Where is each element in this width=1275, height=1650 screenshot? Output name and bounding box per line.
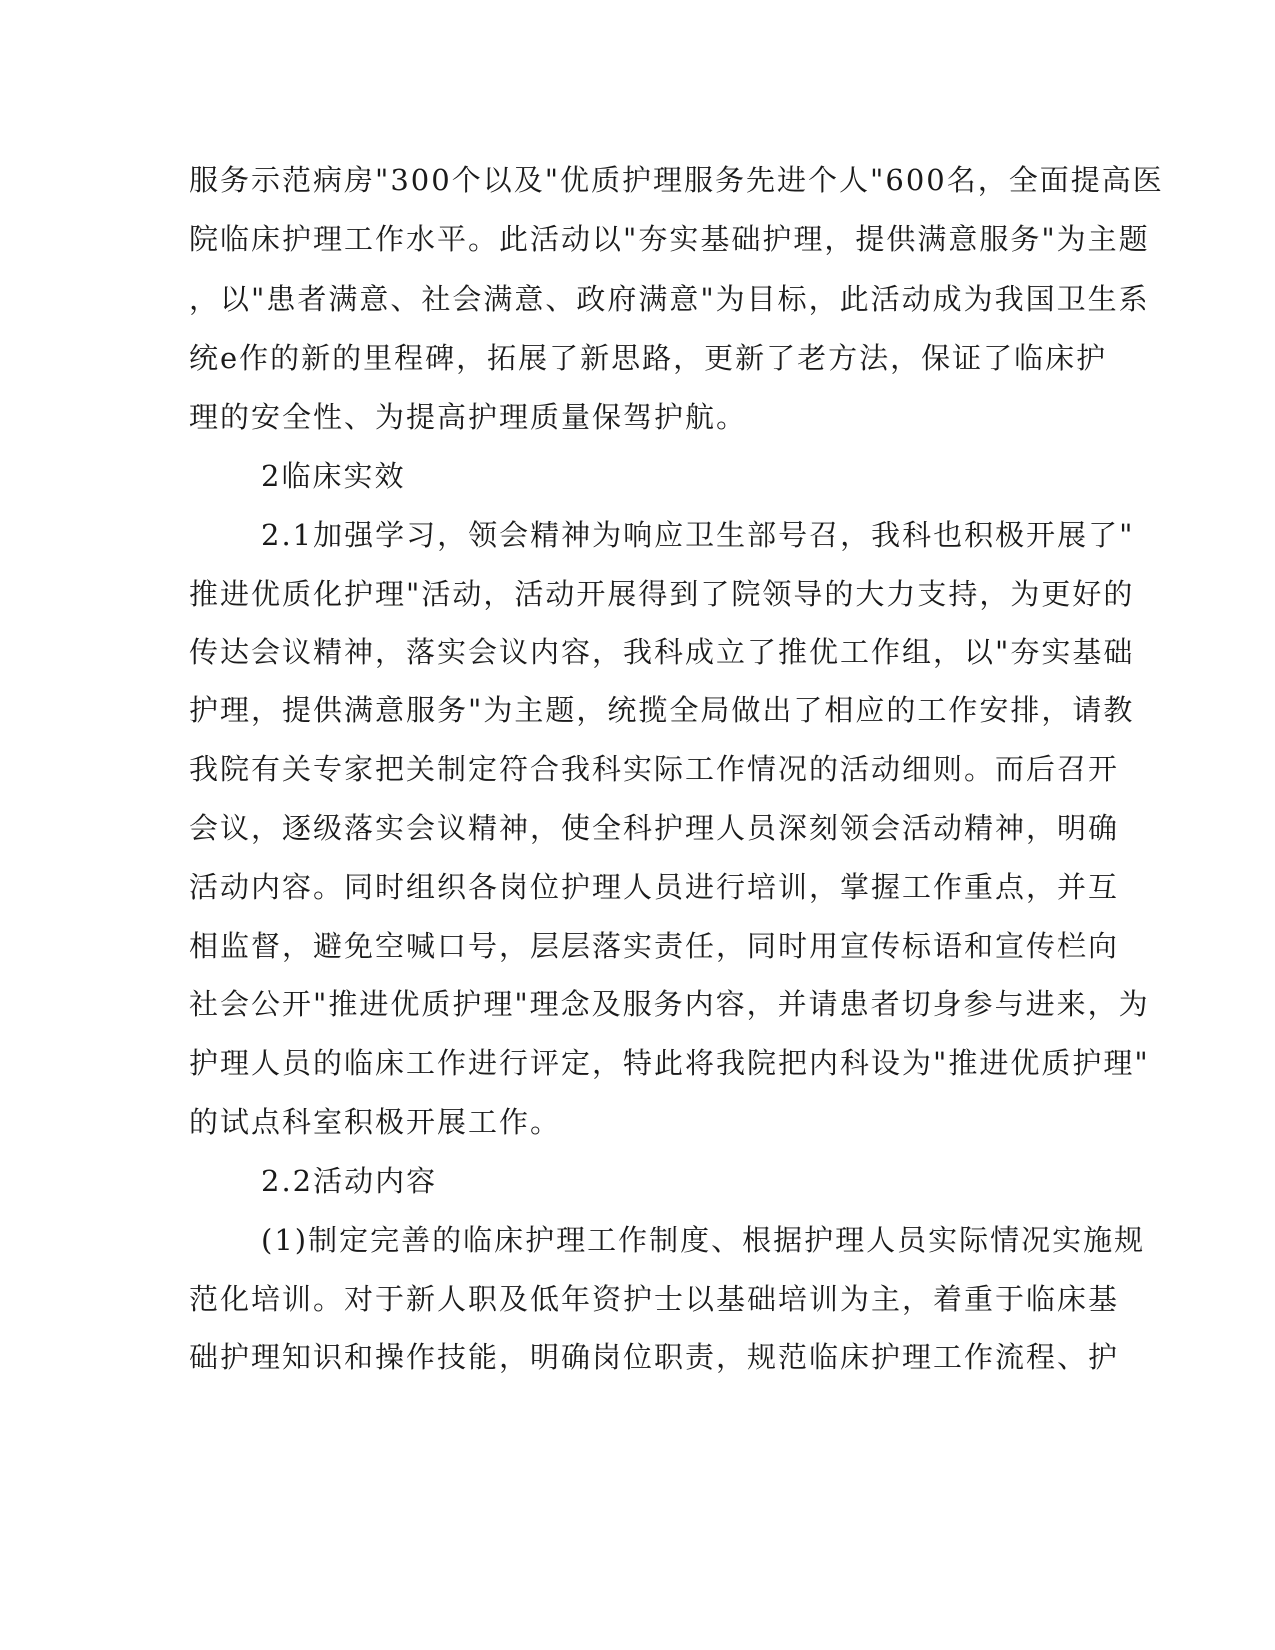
text-line: 会议，逐级落实会议精神，使全科护理人员深刻领会活动精神，明确: [189, 811, 1120, 845]
text-line: 理的安全性、为提高护理质量保驾护航。: [189, 400, 748, 434]
text-line: 统e作的新的里程碑，拓展了新思路，更新了老方法，保证了临床护: [189, 341, 1108, 375]
section-heading: 2.2活动内容: [261, 1164, 438, 1198]
text-line: (1)制定完善的临床护理工作制度、根据护理人员实际情况实施规: [261, 1223, 1146, 1257]
text-line: 范化培训。对于新人职及低年资护士以基础培训为主，着重于临床基: [189, 1282, 1120, 1316]
text-line: 我院有关专家把关制定符合我科实际工作情况的活动细则。而后召开: [189, 752, 1120, 786]
text-line: 护理，提供满意服务"为主题，统揽全局做出了相应的工作安排，请教: [189, 693, 1135, 727]
text-line: 护理人员的临床工作进行评定，特此将我院把内科设为"推进优质护理": [189, 1046, 1150, 1080]
text-line: 推进优质化护理"活动，活动开展得到了院领导的大力支持，为更好的: [189, 577, 1135, 611]
text-line: 院临床护理工作水平。此活动以"夯实基础护理，提供满意服务"为主题: [189, 222, 1150, 256]
text-line: 活动内容。同时组织各岗位护理人员进行培训，掌握工作重点，并互: [189, 870, 1120, 904]
text-line: 础护理知识和操作技能，明确岗位职责，规范临床护理工作流程、护: [189, 1340, 1120, 1374]
section-heading: 2临床实效: [261, 459, 406, 493]
text-line: 的试点科室积极开展工作。: [189, 1105, 562, 1139]
text-line: 2.1加强学习，领会精神为响应卫生部号召，我科也积极开展了": [261, 518, 1135, 552]
text-line: 社会公开"推进优质护理"理念及服务内容，并请患者切身参与进来，为: [189, 987, 1150, 1021]
text-line: 相监督，避免空喊口号，层层落实责任，同时用宣传标语和宣传栏向: [189, 929, 1120, 963]
text-line: 传达会议精神，落实会议内容，我科成立了推优工作组，以"夯实基础: [189, 635, 1135, 669]
text-line: ，以"患者满意、社会满意、政府满意"为目标，此活动成为我国卫生系: [189, 282, 1150, 316]
text-line: 服务示范病房"300个以及"优质护理服务先进个人"600名，全面提高医: [189, 163, 1164, 197]
